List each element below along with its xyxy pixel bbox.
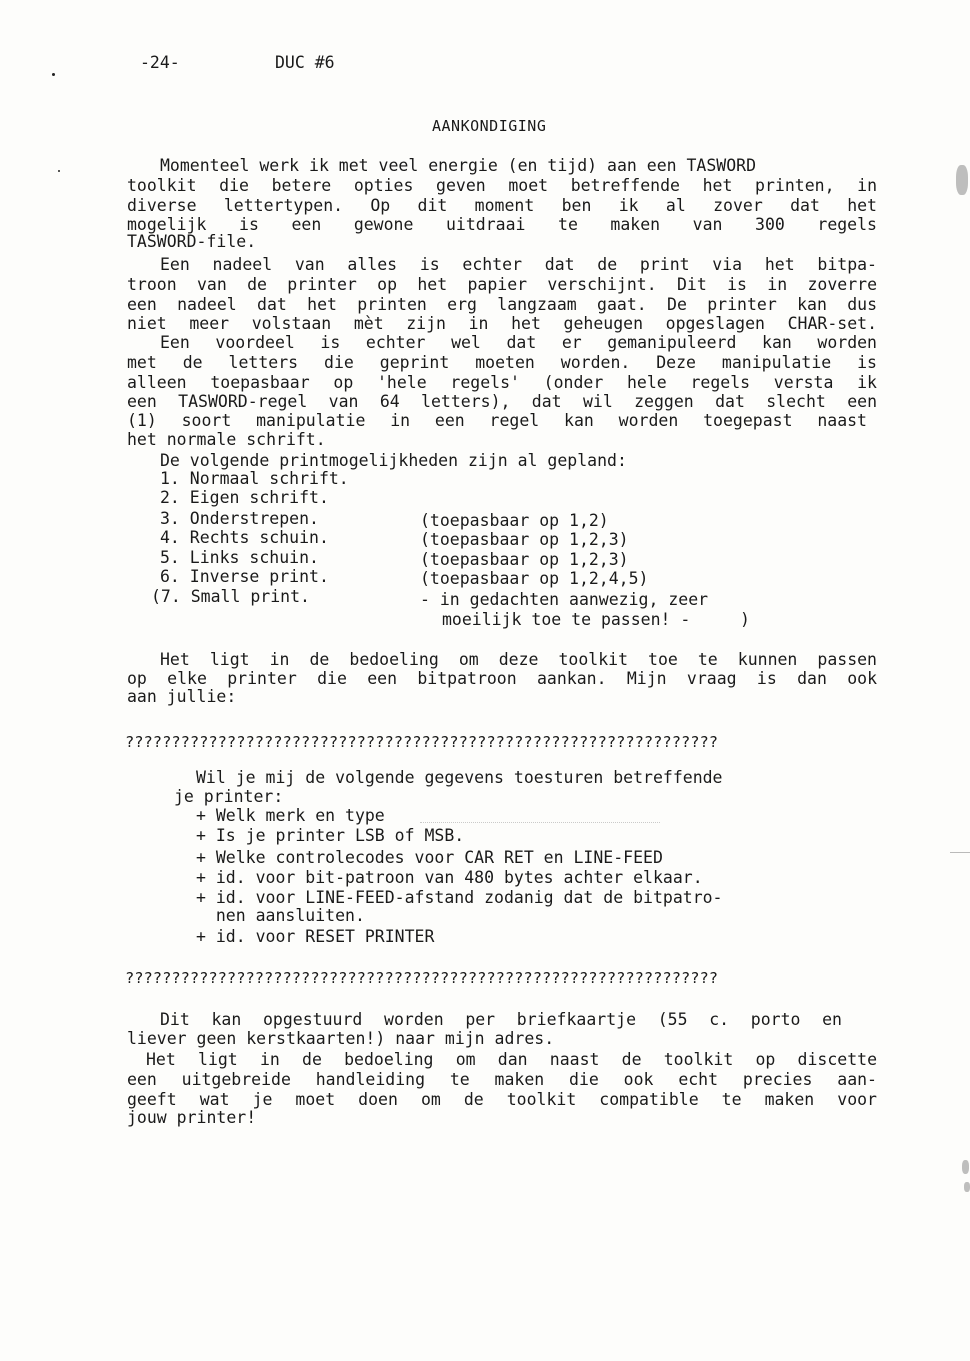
list-item-note: (toepasbaar op 1,2,3) bbox=[420, 530, 629, 549]
request-item: + id. voor bit-patroon van 480 bytes achter elkaar. bbox=[196, 868, 703, 887]
para2-line-2: troon van de printer op het papier verschijnt. Dit is in zoverre bbox=[127, 275, 877, 294]
list-item: 6. Inverse print. bbox=[160, 567, 329, 586]
para6-line-4: jouw printer! bbox=[127, 1108, 257, 1127]
request-item: nen aansluiten. bbox=[196, 906, 365, 925]
para6-line-1: Het ligt in de bedoeling om dan naast de toolkit op discette bbox=[146, 1050, 877, 1069]
request-item: + id. voor RESET PRINTER bbox=[196, 927, 435, 946]
para1-line-4: mogelijk is een gewone uitdraai te maken van 300 regels bbox=[127, 215, 877, 234]
para2-line-4: niet meer volstaan mèt zijn in het geheugen opgeslagen CHAR-set. bbox=[127, 314, 877, 333]
list-item: 4. Rechts schuin. bbox=[160, 528, 329, 547]
issue-label: DUC #6 bbox=[275, 53, 335, 72]
request-item: + Welk merk en type bbox=[196, 806, 385, 825]
list-intro: De volgende printmogelijkheden zijn al gepland: bbox=[160, 451, 627, 470]
list-item: 5. Links schuin. bbox=[160, 548, 319, 567]
page-title: AANKONDIGING bbox=[432, 117, 547, 135]
request-intro-line-2: je printer: bbox=[174, 787, 284, 806]
para3-line-6: het normale schrift. bbox=[127, 430, 326, 449]
list-item-note: (toepasbaar op 1,2) bbox=[420, 511, 609, 530]
list-item: 1. Normaal schrift. bbox=[160, 469, 349, 488]
para3-line-3: alleen toepasbaar op 'hele regels' (onder hele regels versta ik bbox=[127, 373, 877, 392]
para5-line-1: Dit kan opgestuurd worden per briefkaartje (55 c. porto en bbox=[160, 1010, 842, 1029]
request-intro-line-1: Wil je mij de volgende gegevens toesturen betreffende bbox=[196, 768, 723, 787]
question-separator: ???????????????????????????????????????????????????????????????? bbox=[125, 969, 719, 987]
scan-smudge bbox=[964, 1182, 970, 1192]
request-item: + id. voor LINE-FEED-afstand zodanig dat de bitpatro- bbox=[196, 888, 723, 907]
para3-line-5: (1) soort manipulatie in een regel kan worden toegepast naast bbox=[127, 411, 867, 430]
para3-line-2: met de letters die geprint moeten worden. Deze manipulatie is bbox=[127, 353, 877, 372]
scan-smudge bbox=[956, 165, 968, 195]
para6-line-3: geeft wat je moet doen om de toolkit compatible te maken voor bbox=[127, 1090, 877, 1109]
para5-line-2: liever geen kerstkaarten!) naar mijn adres. bbox=[127, 1029, 555, 1048]
list-item-note-continued: moeilijk toe te passen! - ) bbox=[442, 610, 750, 629]
para2-line-3: een nadeel dat het printen erg langzaam gaat. De printer kan dus bbox=[127, 295, 877, 314]
list-item: 3. Onderstrepen. bbox=[160, 509, 319, 528]
list-item: 2. Eigen schrift. bbox=[160, 488, 329, 507]
para4-line-3: aan jullie: bbox=[127, 687, 237, 706]
para4-line-1: Het ligt in de bedoeling om deze toolkit toe te kunnen passen bbox=[160, 650, 877, 669]
para3-line-1: Een voordeel is echter wel dat er gemanipuleerd kan worden bbox=[160, 333, 877, 352]
request-item: + Is je printer LSB of MSB. bbox=[196, 826, 465, 845]
scan-speck bbox=[52, 73, 55, 76]
list-item: (7. Small print. bbox=[151, 587, 310, 606]
scan-smudge bbox=[962, 1160, 969, 1174]
para1-line-5: TASWORD-file. bbox=[127, 232, 257, 251]
para4-line-2: op elke printer die een bitpatroon aankan. Mijn vraag is dan ook bbox=[127, 669, 877, 688]
faint-dotted-line bbox=[420, 822, 660, 824]
request-item: + Welke controlecodes voor CAR RET en LINE-FEED bbox=[196, 848, 663, 867]
para3-line-4: een TASWORD-regel van 64 letters), dat wil zeggen dat slecht een bbox=[127, 392, 877, 411]
scan-speck bbox=[58, 170, 60, 172]
para6-line-2: een uitgebreide handleiding te maken die ook echt precies aan- bbox=[127, 1070, 877, 1089]
question-separator: ???????????????????????????????????????????????????????????????? bbox=[125, 733, 719, 751]
para1-line-1: Momenteel werk ik met veel energie (en tijd) aan een TASWORD bbox=[160, 156, 757, 175]
list-item-note: (toepasbaar op 1,2,3) bbox=[420, 550, 629, 569]
scan-edge-mark bbox=[950, 852, 970, 853]
para1-line-3: diverse lettertypen. Op dit moment ben ik al zover dat het bbox=[127, 196, 877, 215]
list-item-note: - in gedachten aanwezig, zeer bbox=[420, 590, 709, 609]
para2-line-1: Een nadeel van alles is echter dat de print via het bitpa- bbox=[160, 255, 877, 274]
list-item-note: (toepasbaar op 1,2,4,5) bbox=[420, 569, 649, 588]
para1-line-2: toolkit die betere opties geven moet betreffende het printen, in bbox=[127, 176, 877, 195]
page-number: -24- bbox=[140, 53, 180, 72]
